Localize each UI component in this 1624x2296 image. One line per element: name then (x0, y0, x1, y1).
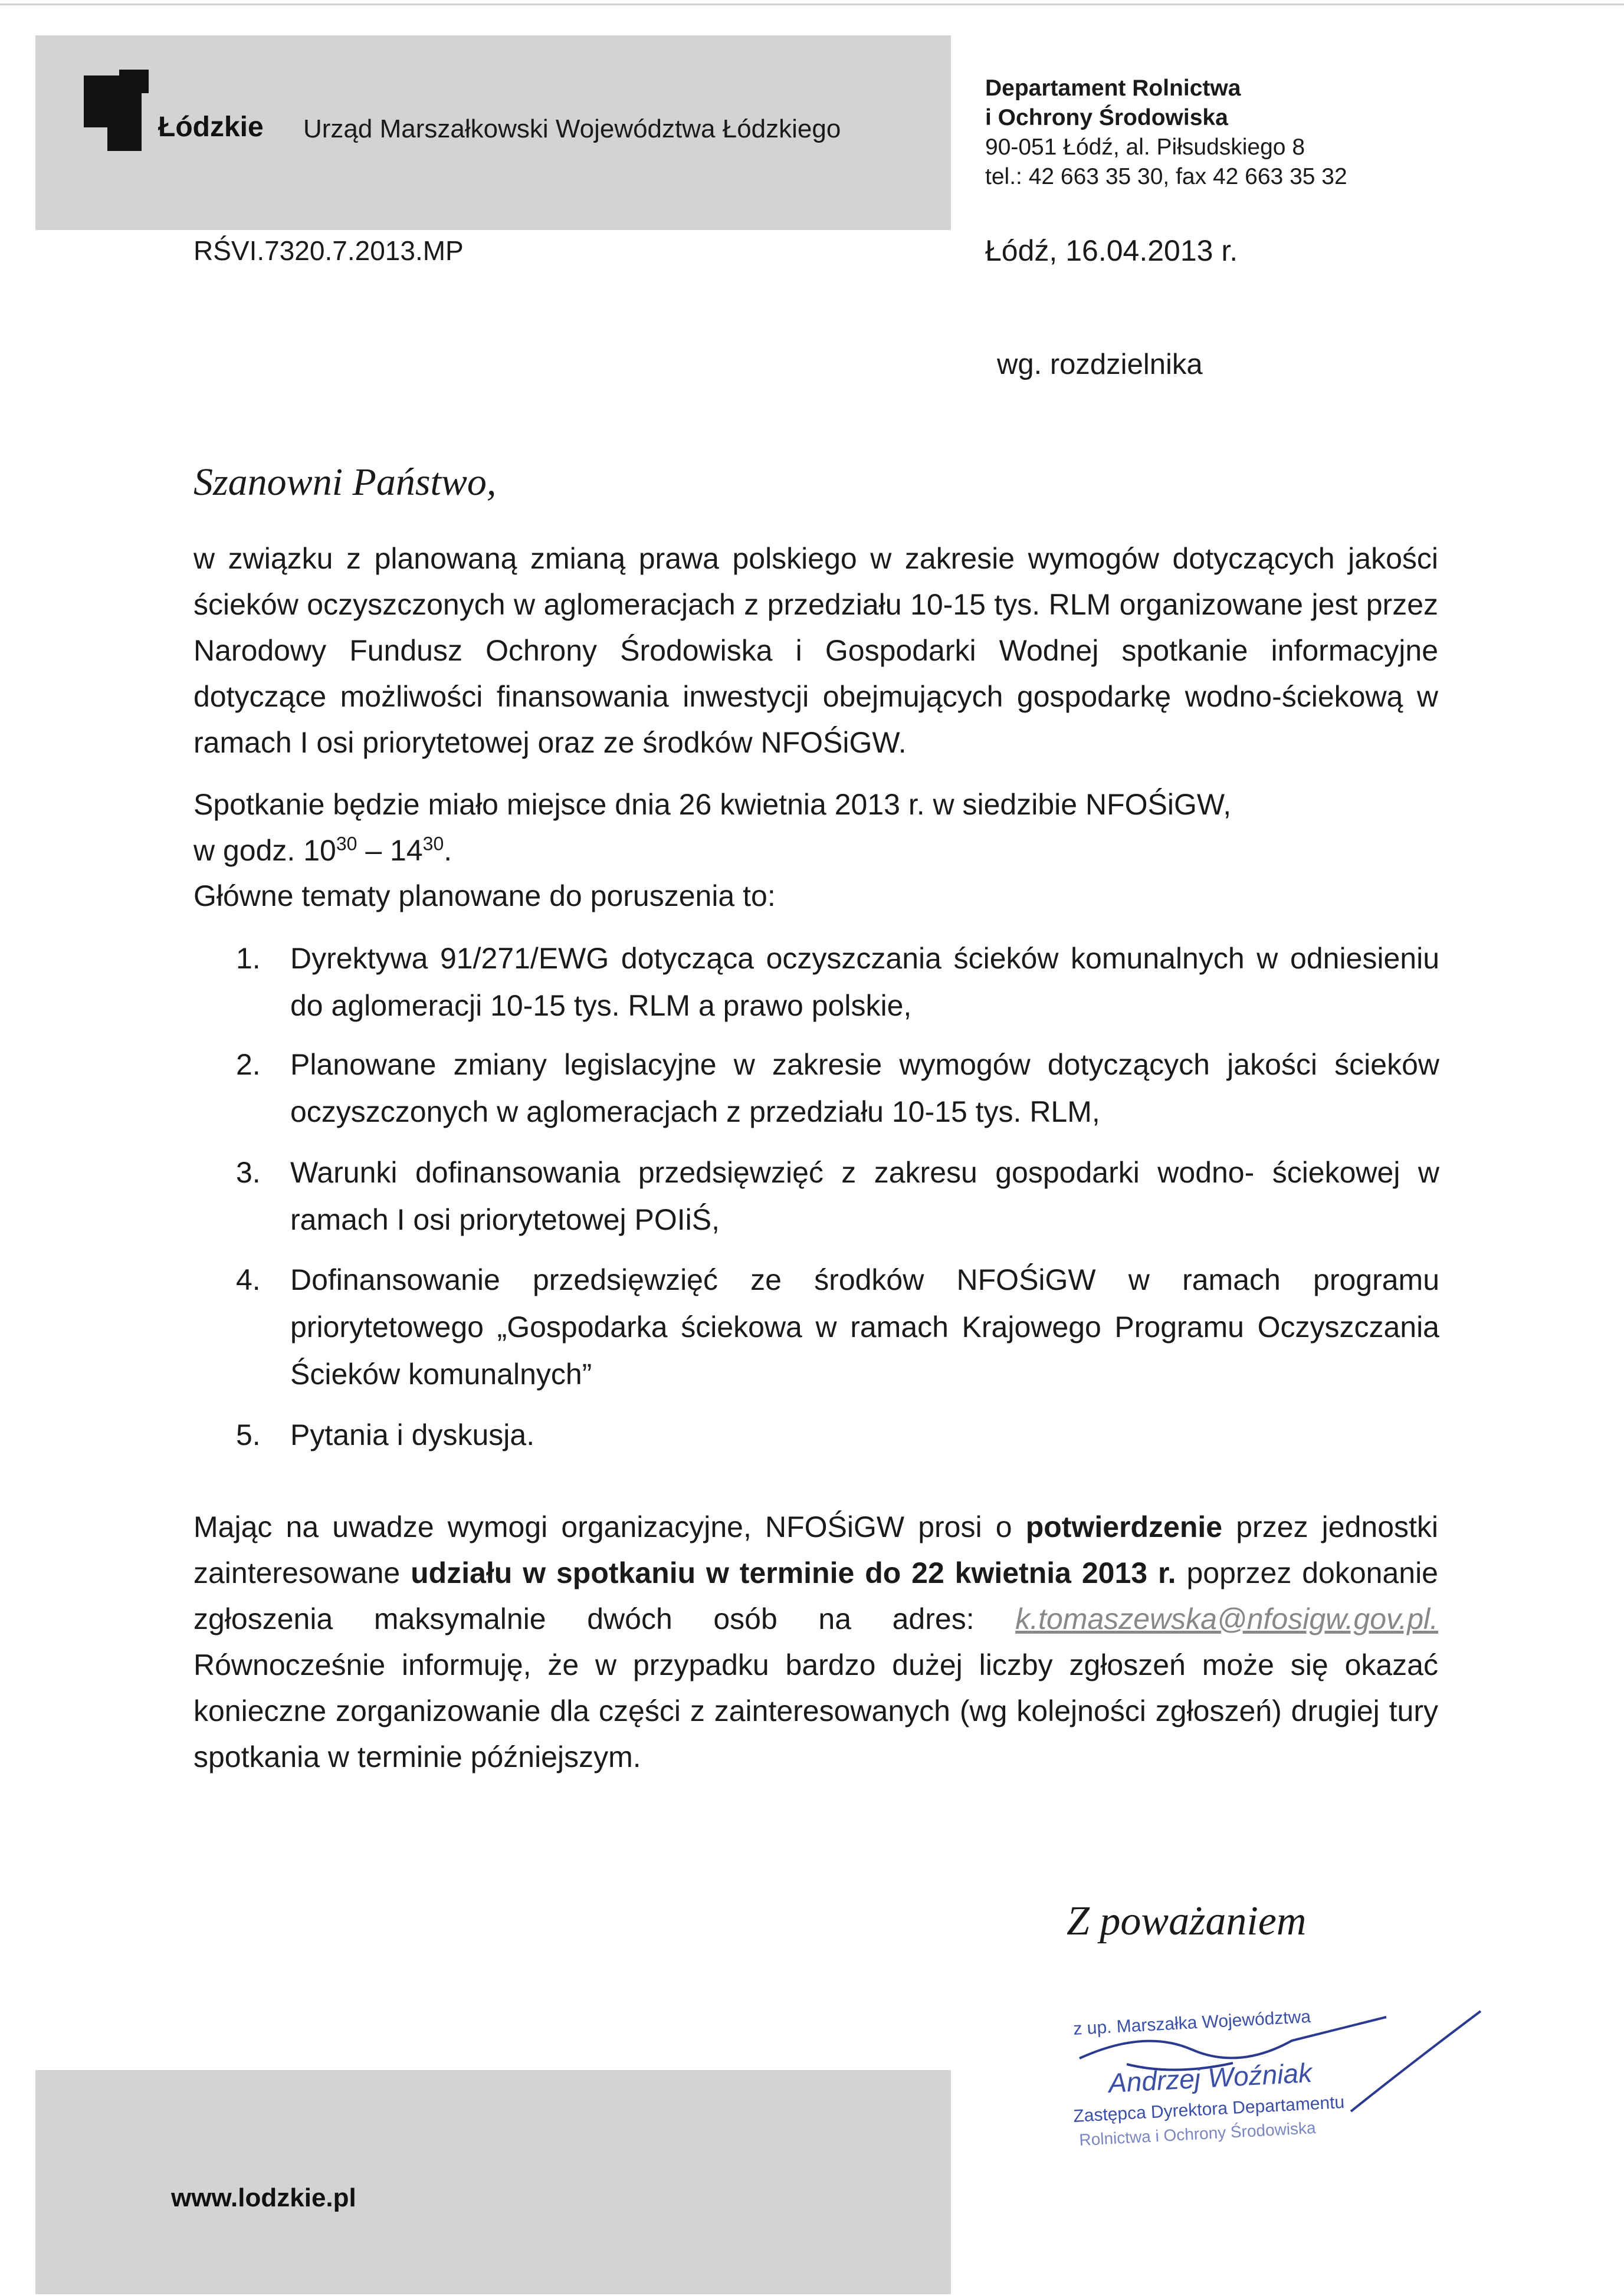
footer-band (35, 2070, 951, 2294)
department-address: 90-051 Łódź, al. Piłsudskiego 8 (985, 134, 1305, 160)
stamp-line1: z up. Marszałka Województwa (1072, 2006, 1311, 2039)
list-item-text: Pytania i dyskusja. (290, 1418, 535, 1451)
end-minutes: 30 (422, 833, 444, 855)
brand-name: Łódzkie (158, 111, 264, 143)
reference-number: RŚVI.7320.7.2013.MP (193, 235, 464, 266)
confirmation-text-4: Równocześnie informuję, że w przypadku bardzo dużej liczby zgłoszeń może się okazać konieczne zorganizowanie dla części z zainteresowanych (wg kolejności zgłoszeń) drugiej tury spotkania w terminie późniejszym. (193, 1648, 1438, 1773)
confirmation-text-3: poprzez dokonanie zgłoszenia maksymalnie dwóch osób na adres: (193, 1556, 1438, 1635)
confirmation-text-1: Mając na uwadze wymogi organizacyjne, NFOŚiGW prosi o (193, 1510, 1026, 1543)
meeting-hours-line (193, 827, 1438, 873)
list-item-number: 5. (236, 1418, 261, 1451)
list-item-text: Dyrektywa 91/271/EWG dotycząca oczyszczania ścieków komunalnych w odniesieniu do aglomeracji 10-15 tys. RLM a prawo polskie, (290, 942, 1439, 1022)
confirmation-text-2: przez jednostki zainteresowane (193, 1510, 1439, 1589)
top-rule (0, 4, 1624, 5)
confirmation-bold-1: potwierdzenie (1025, 1510, 1223, 1543)
closing-phrase: Z poważaniem (1067, 1898, 1307, 1944)
list-item-number: 1. (236, 942, 261, 975)
list-item-text: Warunki dofinansowania przedsięwzięć z zakresu gospodarki wodno- ściekowej w ramach I osi priorytetowej POIiŚ, (290, 1156, 1439, 1236)
list-item-text: Planowane zmiany legislacyjne w zakresie wymogów dotyczących jakości ścieków oczyszczonych w aglomeracjach z przedziału 10-15 tys. RLM, (290, 1048, 1439, 1128)
paragraph-confirmation (193, 1504, 1438, 1780)
salutation: Szanowni Państwo, (193, 461, 497, 504)
letter-date: Łódź, 16.04.2013 r. (985, 234, 1238, 267)
topics-intro: Główne tematy planowane do poruszenia to: (193, 879, 776, 912)
stamp-line3: Zastępca Dyrektora Departamentu (1072, 2092, 1345, 2126)
hours-prefix: w godz. (193, 834, 304, 867)
office-name: Urząd Marszałkowski Województwa Łódzkiego (303, 114, 841, 143)
confirmation-bold-2: udziału w spotkaniu w terminie do 22 kwietnia 2013 r. (411, 1556, 1176, 1589)
start-minutes: 30 (336, 833, 357, 855)
department-phone: tel.: 42 663 35 30, fax 42 663 35 32 (985, 164, 1347, 189)
list-item-number: 3. (236, 1156, 261, 1189)
hours-end: . (444, 834, 452, 867)
start-hour: 10 (303, 834, 336, 867)
department-line1: Departament Rolnictwa (985, 75, 1241, 101)
website-link[interactable]: www.lodzkie.pl (171, 2183, 356, 2212)
list-item-number: 2. (236, 1048, 261, 1081)
department-line2: i Ochrony Środowiska (985, 105, 1228, 130)
list-item-text: Dofinansowanie przedsięwzięć ze środków NFOŚiGW w ramach programu priorytetowego „Gospodarka ściekowa w ramach Krajowego Programu Oczyszczania Ścieków komunalnych” (290, 1263, 1439, 1391)
department-block (985, 74, 1347, 192)
email-link[interactable]: k.tomaszewska@nfosigw.gov.pl. (1015, 1602, 1438, 1635)
list-item-number: 4. (236, 1263, 261, 1296)
stamp-line4: Rolnictwa i Ochrony Środowiska (1078, 2118, 1317, 2149)
signature-flourish (1351, 2011, 1481, 2111)
distribution-note: wg. rozdzielnika (997, 349, 1203, 380)
end-hour: 14 (390, 834, 423, 867)
stamp-name: Andrzej Woźniak (1107, 2057, 1313, 2098)
hours-dash: – (357, 834, 391, 867)
signature-stamp (1056, 1993, 1504, 2164)
lodzkie-logo-icon (47, 58, 153, 152)
meeting-date-line: Spotkanie będzie miało miejsce dnia 26 kwietnia 2013 r. w siedzibie NFOŚiGW, (193, 788, 1232, 821)
paragraph-intro: w związku z planowaną zmianą prawa polskiego w zakresie wymogów dotyczących jakości ścieków oczyszczonych w aglomeracjach z przedziału 10-15 tys. RLM organizowane jest przez Narodowy Fundusz Ochrony Środowiska i Gospodarki Wodnej spotkanie informacyjne dotyczące możliwości finansowania inwestycji obejmujących gospodarkę wodno-ściekową w ramach I osi priorytetowej oraz ze środków NFOŚiGW. (193, 542, 1438, 759)
